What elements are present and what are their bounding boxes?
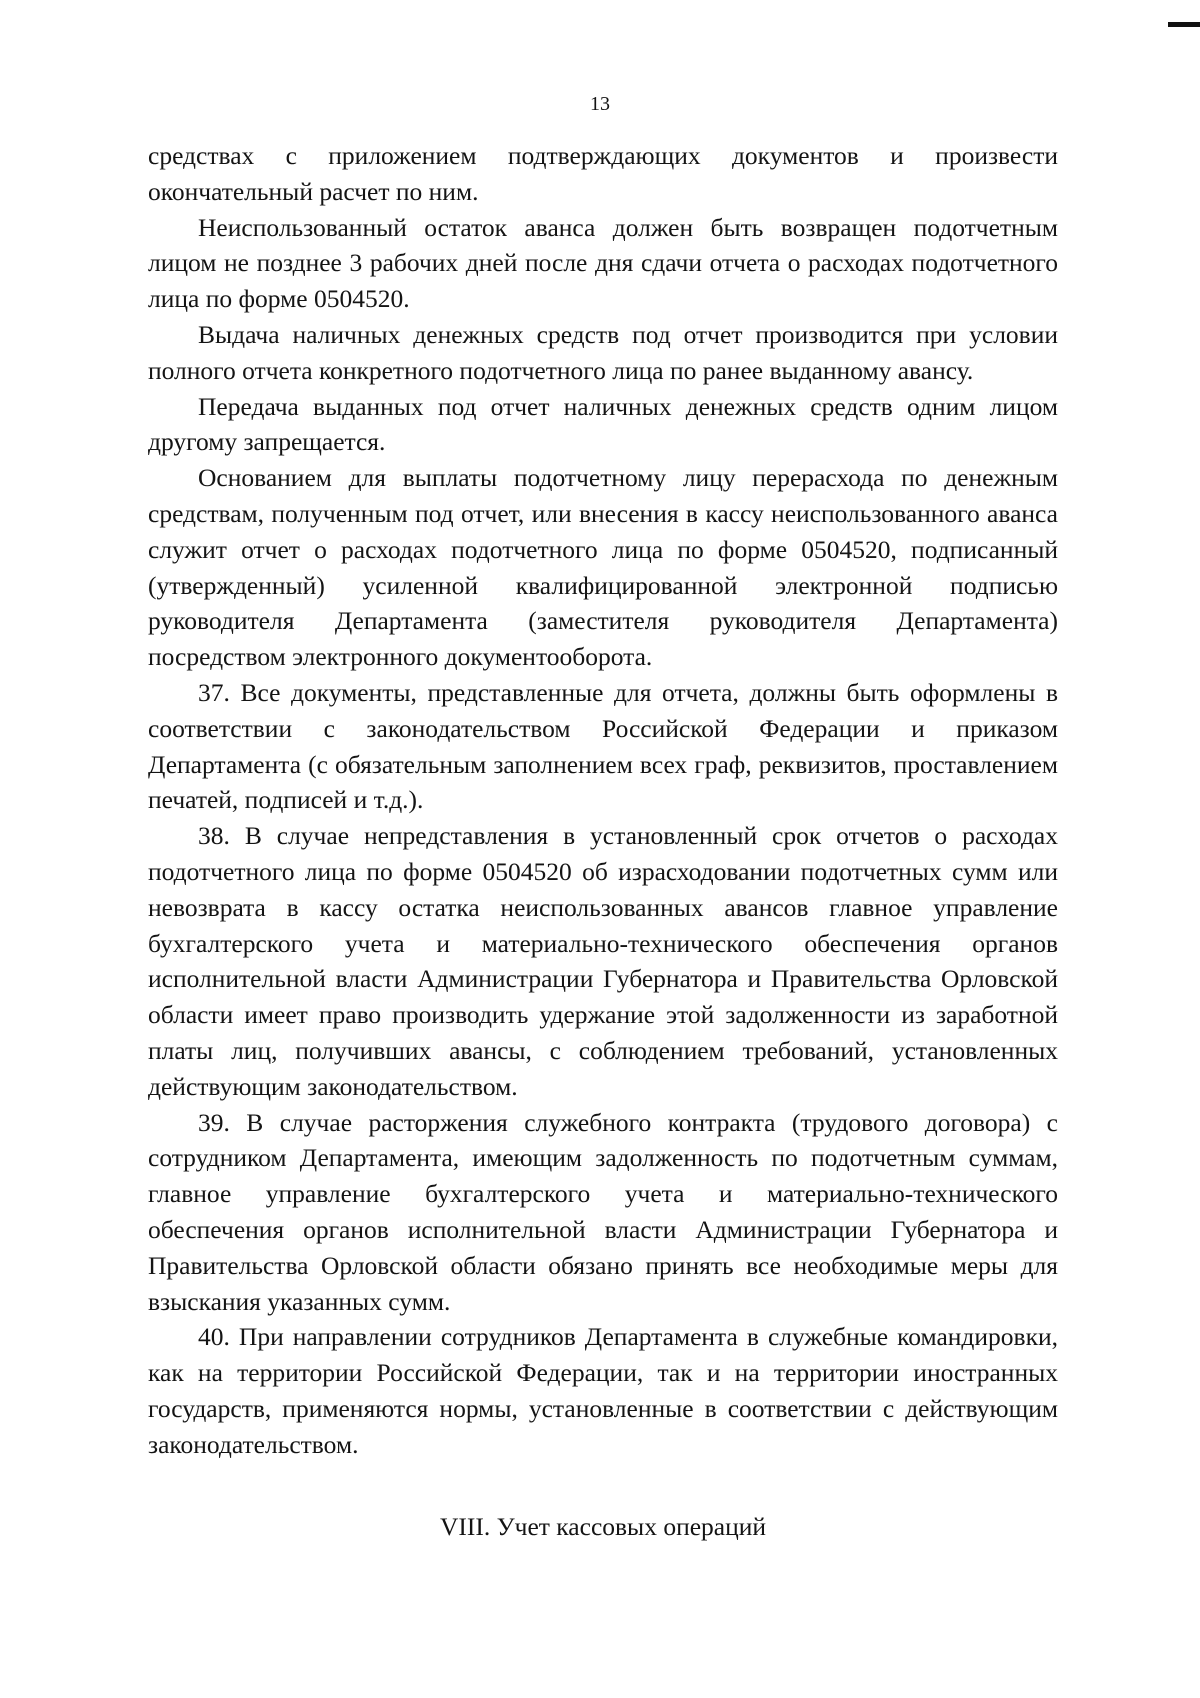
paragraph-item-39: 39. В случае расторжения служебного контракта (трудового договора) с сотрудником Департамента, имеющим задолженность по подотчетным суммам, главное управление бухгалтерского учета и материально-технического обеспечения органов исполнительной власти Администрации Губернатора и Правительства Орловской области обязано принять все необходимые меры для взыскания указанных сумм. — [148, 1107, 1058, 1316]
page-number: 13 — [590, 93, 610, 115]
document-body — [148, 138, 1058, 1545]
paragraph-advance-return: Неиспользованный остаток аванса должен быть возвращен подотчетным лицом не позднее 3 рабочих дней после дня сдачи отчета о расходах подотчетного лица по форме 0504520. — [148, 212, 1058, 314]
paragraph-item-38: 38. В случае непредставления в установленный срок отчетов о расходах подотчетного лица по форме 0504520 об израсходовании подотчетных сумм или невозврата в кассу остатка неиспользованных авансов главное управление бухгалтерского учета и материально-технического обеспечения органов исполнительной власти Администрации Губернатора и Правительства Орловской области имеет право производить удержание этой задолженности из заработной платы лиц, получивших авансы, с соблюдением требований, установленных действующим законодательством. — [148, 821, 1058, 1101]
paragraph-transfer-prohibited: Передача выданных под отчет наличных денежных средств одним лицом другому запрещается. — [148, 391, 1058, 457]
section-heading: VIII. Учет кассовых операций — [439, 1512, 767, 1542]
paragraph-item-40: 40. При направлении сотрудников Департамента в служебные командировки, как на территории Российской Федерации, так и на территории иностранных государств, применяются нормы, установленные в соответствии с действующим законодательством. — [148, 1322, 1058, 1459]
paragraph-overspend-basis: Основанием для выплаты подотчетному лицу перерасхода по денежным средствам, полученным под отчет, или внесения в кассу неиспользованного аванса служит отчет о расходах подотчетного лица по форме 0504520, подписанный (утвержденный) усиленной квалифицированной электронной подписью руководителя Департамента (заместителя руководителя Департамента) посредством электронного документооборота. — [148, 463, 1058, 672]
paragraph-cash-issue-condition: Выдача наличных денежных средств под отчет производится при условии полного отчета конкретного подотчетного лица по ранее выданному авансу. — [148, 319, 1058, 385]
paragraph-continuation: средствах с приложением подтверждающих документов и произвести окончательный расчет по ним. — [148, 141, 1058, 206]
paragraph-item-37: 37. Все документы, представленные для отчета, должны быть оформлены в соответствии с законодательством Российской Федерации и приказом Департамента (с обязательным заполнением всех граф, реквизитов, проставлением печатей, подписей и т.д.). — [148, 677, 1058, 815]
corner-mark — [1168, 22, 1200, 27]
